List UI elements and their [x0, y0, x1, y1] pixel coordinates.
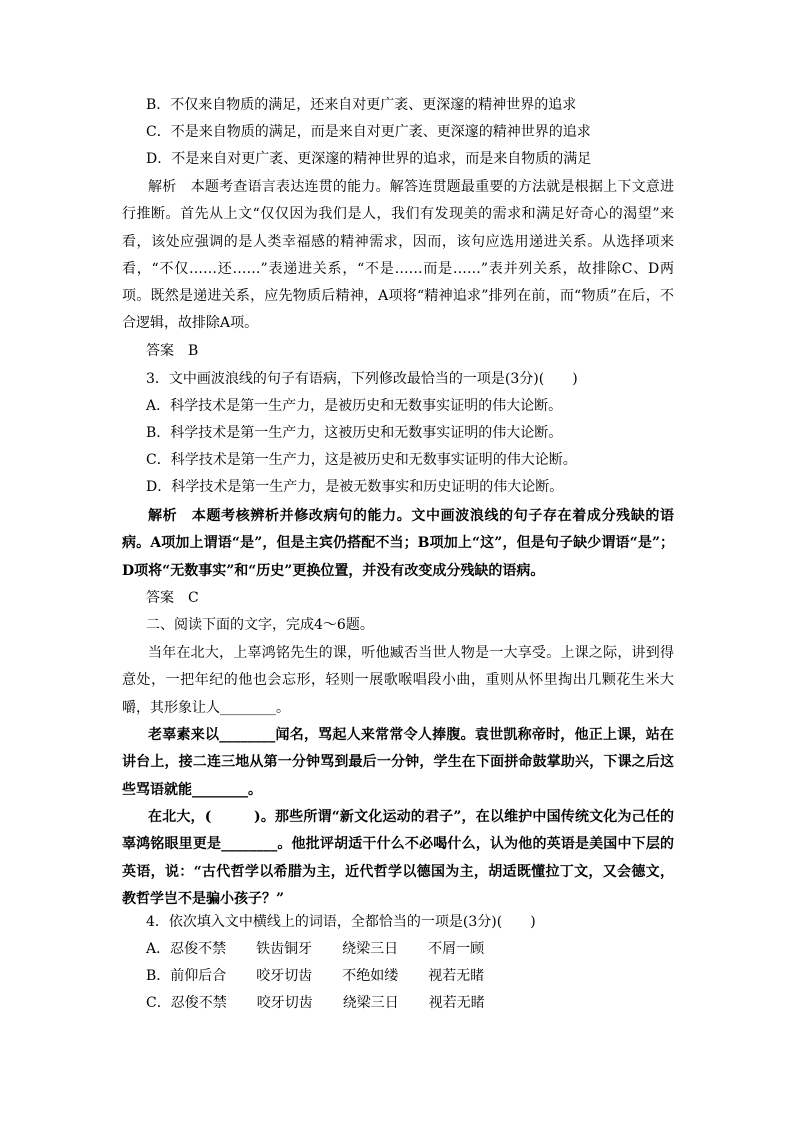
- q2-option-d: D．不是来自对更广袤、更深邃的精神世界的追求，而是来自物质的满足: [146, 151, 592, 167]
- answer-value: B: [188, 343, 199, 359]
- q3-stem: 3．文中画波浪线的句子有语病，下列修改最恰当的一项是(3分)( ): [146, 371, 578, 387]
- q3-option-c: C．科学技术是第一生产力，这是被历史和无数事实证明的伟大论断。: [146, 452, 577, 468]
- q3-option-b: B．科学技术是第一生产力，这被历史和无数事实证明的伟大论断。: [146, 425, 563, 441]
- q4-option-c: C．忍俊不禁 咬牙切齿 绕梁三日 视若无睹: [146, 995, 485, 1011]
- q4-stem: 4．依次填入文中横线上的词语，全都恰当的一项是(3分)( ): [146, 914, 536, 930]
- section-heading: 二、阅读下面的文字，完成4～6题。: [146, 617, 374, 633]
- q3-option-a: A．科学技术是第一生产力，是被历史和无数事实证明的伟大论断。: [146, 398, 563, 414]
- answer-label: 答案: [146, 343, 174, 359]
- q3-analysis: [122, 503, 674, 585]
- analysis-label: 解析: [148, 508, 178, 524]
- passage-paragraph-3: 在北大，( )。那些所谓“新文化运动的君子”，在以维护中国传统文化为己任的辜鸿铭眼里更是________。他批评胡适干什么不必喝什么，认为他的英语是美国中下层的英语，说：“古代哲学以希腊为主，近代哲学以德国为主，胡适既懂拉丁文，又会德文，教哲学岂不是骗小孩子？”: [122, 809, 674, 907]
- q2-analysis: [122, 174, 674, 338]
- analysis-text: 本题考查语言表达连贯的能力。解答连贯题最重要的方法就是根据上下文意进行推断。首先从上文“仅仅因为我们是人，我们有发现美的需求和满足好奇心的渴望”来看，该处应强调的是人类幸福感的精神需求，因而，该句应选用递进关系。从选择项来看，“不仅……还……”表递进关系，“不是……而是……”表并列关系，故排除C、D两项。既然是递进关系，应先物质后精神，A项将“精神追求”排列在前，而“物质”在后，不合逻辑，故排除A项。: [122, 179, 675, 332]
- q4-option-b: B．前仰后合 咬牙切齿 不绝如缕 视若无睹: [146, 968, 485, 984]
- q3-option-d: D．科学技术是第一生产力，是被无数事实和历史证明的伟大论断。: [146, 479, 564, 495]
- q2-answer: [146, 342, 198, 360]
- answer-value: C: [188, 590, 199, 606]
- passage-paragraph-2: 老辜素来以________闻名，骂起人来常常令人捧腹。袁世凯称帝时，他正上课，站在讲台上，接二连三地从第一分钟骂到最后一分钟，学生在下面拼命鼓掌助兴，下课之后这些骂语就能________。: [122, 727, 674, 798]
- q4-option-a: A．忍俊不禁 铁齿铜牙 绕梁三日 不屑一顾: [146, 941, 485, 957]
- passage-paragraph-1: 当年在北大，上辜鸿铭先生的课，听他臧否当世人物是一大享受。上课之际，讲到得意处，一把年纪的他也会忘形，轻则一展歌喉唱段小曲，重则从怀里掏出几颗花生米大嚼，其形象让人________。: [122, 645, 674, 716]
- analysis-text: 本题考核辨析并修改病句的能力。文中画波浪线的句子存在着成分残缺的语病。A项加上谓语“是”，但是主宾仍搭配不当；B项加上“这”，但是句子缺少谓语“是”；D项将“无数事实”和“历史”更换位置，并没有改变成分残缺的语病。: [122, 508, 675, 579]
- q3-answer: [146, 589, 199, 607]
- analysis-label: 解析: [148, 179, 177, 195]
- q2-option-c: C．不是来自物质的满足，而是来自对更广袤、更深邃的精神世界的追求: [146, 124, 591, 140]
- answer-label: 答案: [146, 590, 174, 606]
- q2-option-b: B．不仅来自物质的满足，还来自对更广袤、更深邃的精神世界的追求: [146, 97, 577, 113]
